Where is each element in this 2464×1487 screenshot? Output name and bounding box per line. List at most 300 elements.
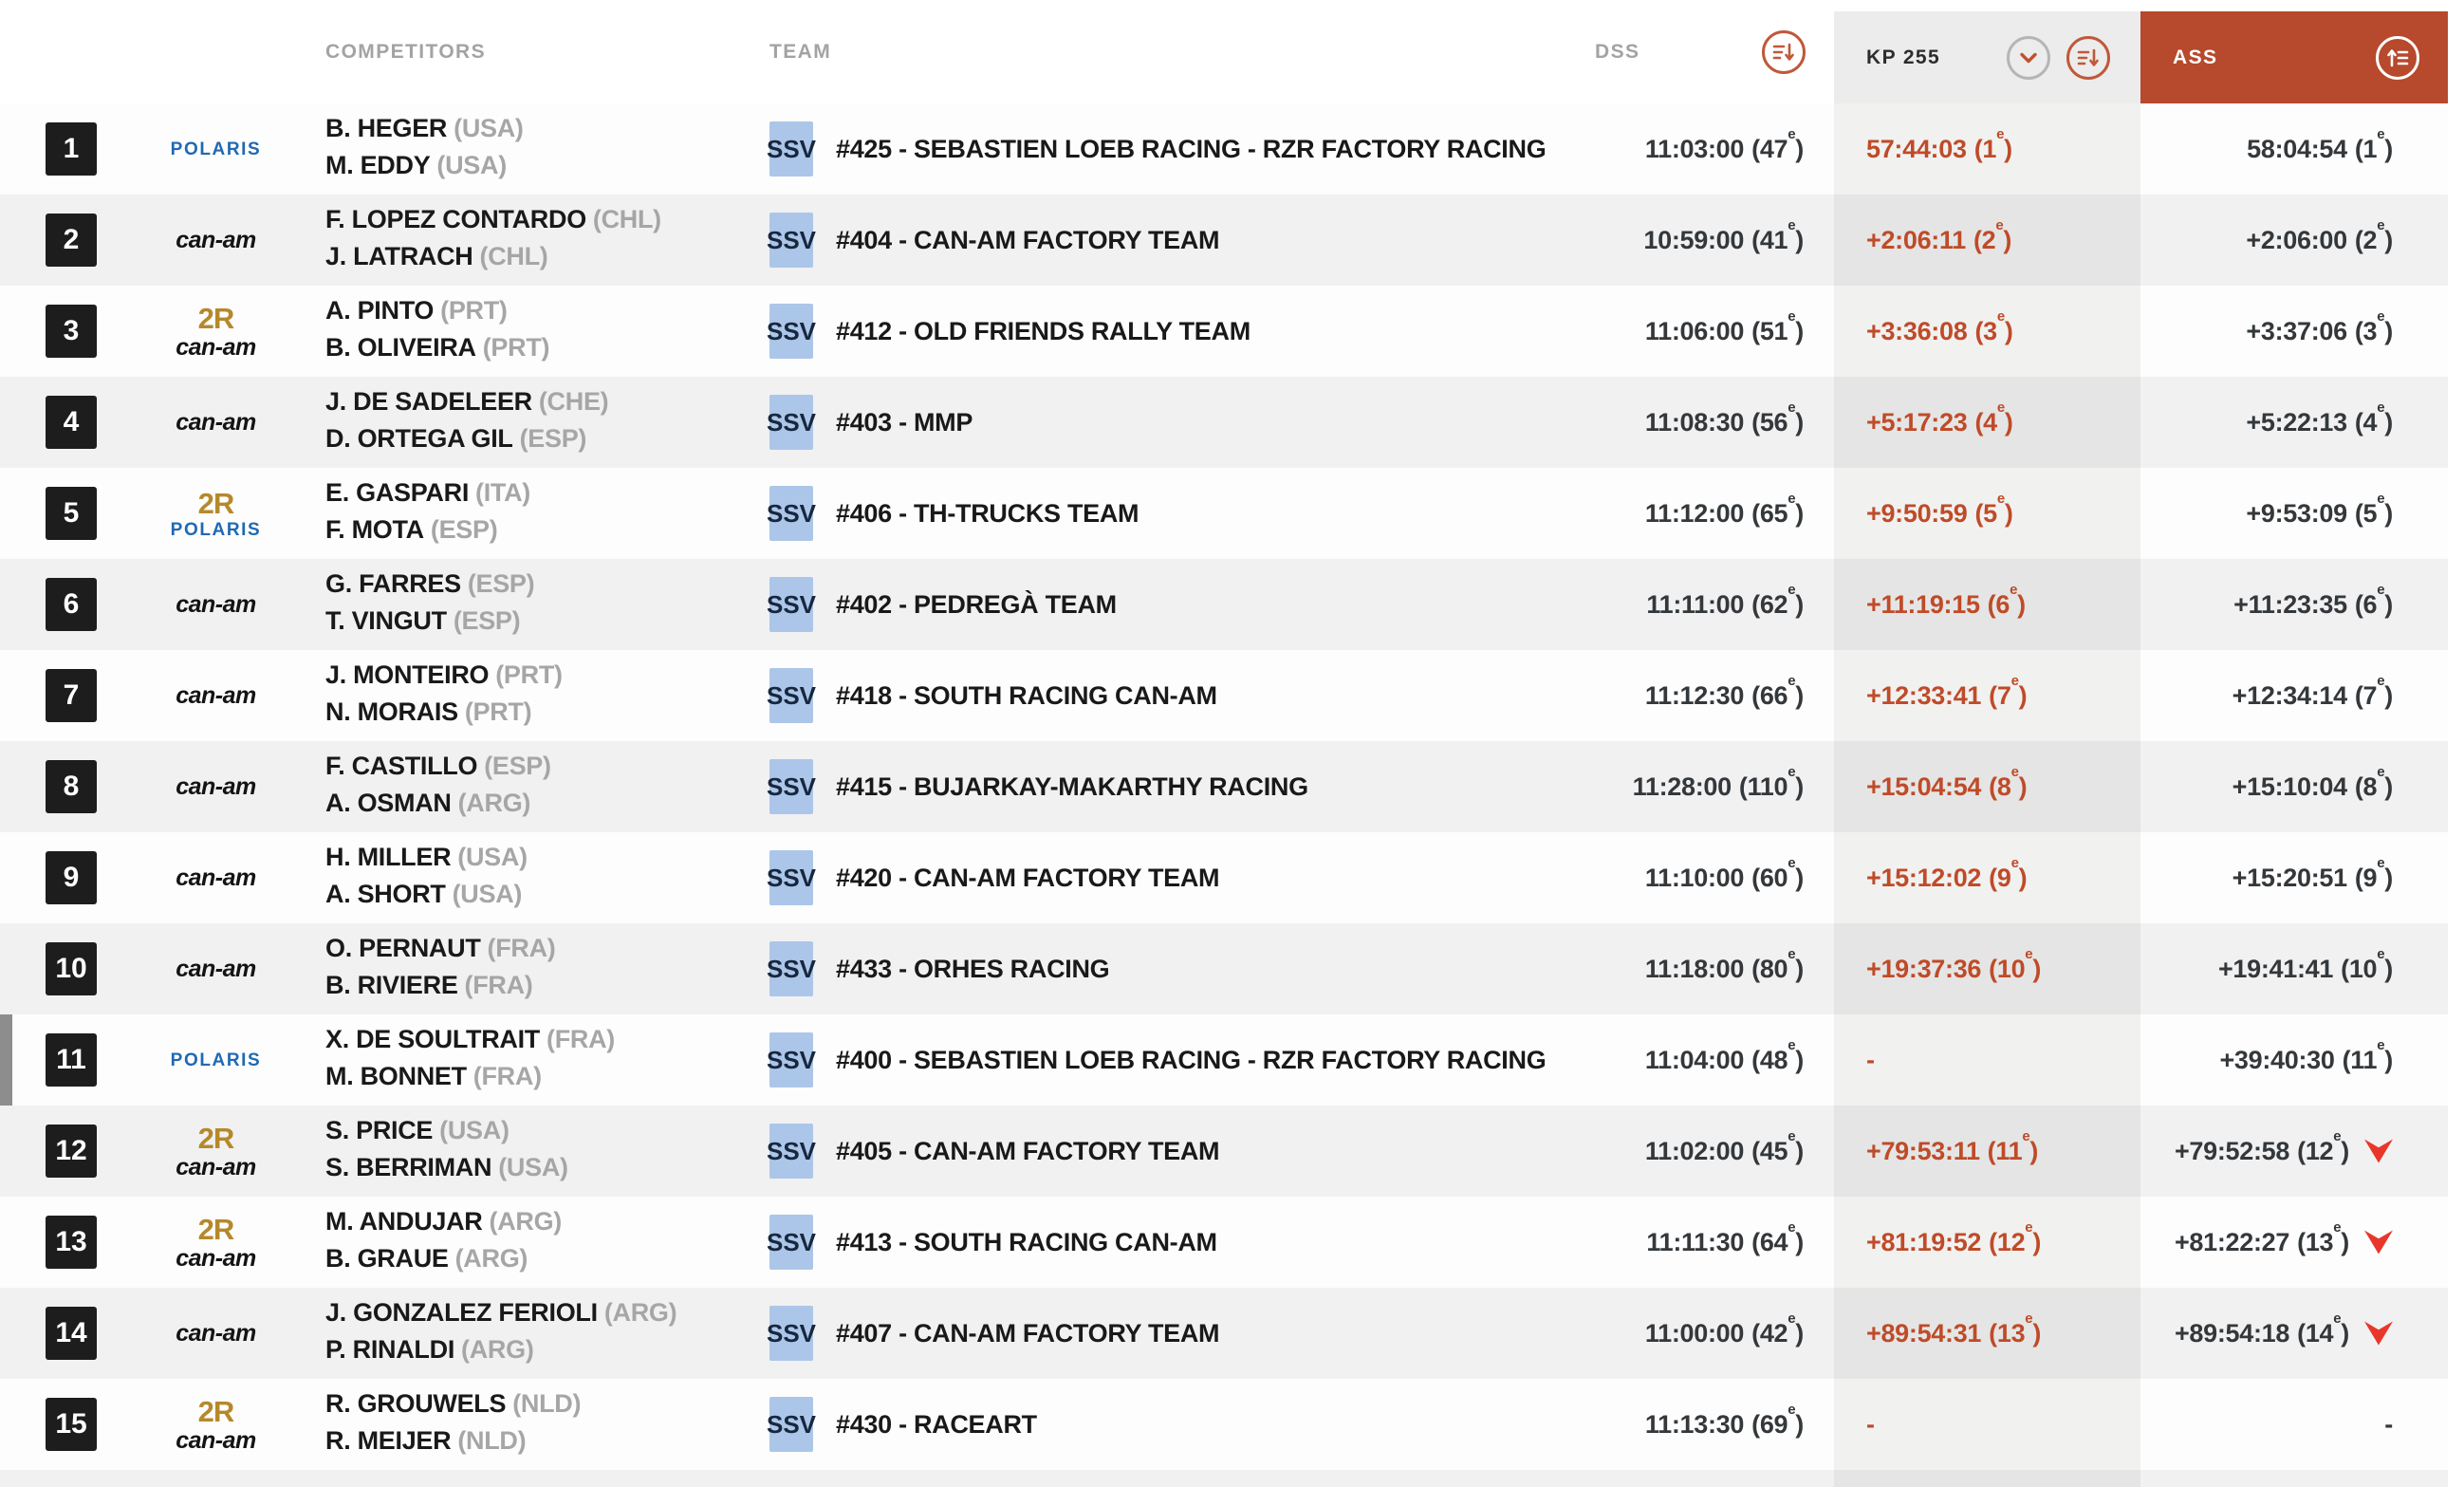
position-cell: [0, 1288, 161, 1379]
rank-value: (10e): [2341, 945, 2393, 983]
team-cell: [766, 468, 1575, 559]
current-row-marker: [0, 1014, 12, 1106]
position-cell: [0, 923, 161, 1014]
sort-ascending-icon[interactable]: [2376, 36, 2419, 80]
brand-logos: [161, 1379, 325, 1470]
time-value: 11:18:00: [1644, 954, 1745, 983]
team-cell: [766, 1197, 1575, 1288]
team-name: #407 - CAN-AM FACTORY TEAM: [836, 1318, 1220, 1348]
column-header-team: [769, 0, 1575, 103]
team-cell: [766, 103, 1575, 195]
team-cell: [766, 195, 1575, 286]
dss-cell: [1575, 286, 1834, 377]
ass-cell: [2140, 559, 2448, 650]
driver-name: J. GONZALEZ FERIOLI: [325, 1298, 598, 1327]
crew-member: [325, 1151, 568, 1188]
codriver-name: A. OSMAN: [325, 789, 452, 817]
rank-value: (14e): [2297, 1310, 2349, 1348]
time-value: +2:06:00: [2246, 225, 2347, 254]
position-badge: 9: [46, 851, 97, 904]
time-value: 11:28:00: [1632, 771, 1732, 801]
driver-name: B. HEGER: [325, 114, 448, 142]
kp255-cell: [1834, 1197, 2140, 1288]
codriver-name: M. BONNET: [325, 1062, 467, 1090]
rank-value: (2e): [1973, 216, 2012, 254]
dss-cell: [1575, 1014, 1834, 1106]
brand-logos: [161, 1106, 325, 1197]
driver-country: (ARG): [603, 1298, 677, 1327]
time-value: -: [1866, 1409, 1875, 1439]
team-name: #433 - ORHES RACING: [836, 954, 1110, 983]
driver-name: S. PRICE: [325, 1116, 434, 1144]
rank-value: (64e): [1751, 1218, 1804, 1256]
codriver-country: (ARG): [461, 1335, 534, 1364]
driver-country: (USA): [457, 843, 528, 871]
rank-value: (60e): [1751, 854, 1804, 892]
team-name: #413 - SOUTH RACING CAN-AM: [836, 1227, 1217, 1256]
position-badge: 15: [46, 1398, 97, 1451]
brand-logos: [161, 1014, 325, 1106]
time-value: +15:10:04: [2232, 771, 2347, 801]
chevron-down-icon[interactable]: [2007, 36, 2050, 80]
time-value: 11:00:00: [1644, 1318, 1745, 1348]
rank-value: (41e): [1751, 216, 1804, 254]
kp255-cell: [1834, 1379, 2140, 1470]
category-badge: SSV: [769, 1306, 813, 1361]
category-badge: SSV: [769, 395, 813, 450]
position-drop-icon: [2364, 1230, 2393, 1255]
team-name: #425 - SEBASTIEN LOEB RACING - RZR FACTORY RACING: [836, 134, 1547, 163]
driver-country: (CHE): [538, 387, 609, 416]
rank-value: (56e): [1751, 399, 1804, 437]
kp255-cell: [1834, 1106, 2140, 1197]
position-drop-icon: [2364, 1139, 2393, 1163]
codriver-country: (USA): [436, 151, 507, 179]
position-badge: 2: [46, 214, 97, 267]
time-value: +81:22:27: [2174, 1227, 2290, 1256]
category-badge: SSV: [769, 577, 813, 632]
canam-logo: can-am: [176, 590, 256, 618]
crew-member: [325, 112, 524, 149]
driver-name: J. MONTEIRO: [325, 660, 490, 689]
driver-country: (USA): [439, 1116, 509, 1144]
time-value: +19:41:41: [2217, 954, 2334, 983]
rank-value: (48e): [1751, 1036, 1804, 1074]
team-cell: [766, 286, 1575, 377]
driver-country: (PRT): [440, 296, 508, 325]
canam-logo: can-am: [176, 408, 256, 436]
codriver-country: (USA): [452, 880, 523, 908]
competitors-header-label: COMPETITORS: [325, 40, 487, 63]
team-name: #420 - CAN-AM FACTORY TEAM: [836, 863, 1220, 892]
crew-member: [325, 1114, 509, 1151]
dss-cell: [1575, 195, 1834, 286]
position-cell: [0, 1197, 161, 1288]
codriver-country: (ESP): [519, 424, 587, 453]
codriver-country: (PRT): [464, 697, 532, 726]
rank-value: (65e): [1751, 490, 1804, 528]
table-row: [0, 832, 2448, 923]
rank-value: (4e): [2354, 399, 2393, 437]
time-value: 11:03:00: [1644, 134, 1745, 163]
kp255-cell: [1834, 286, 2140, 377]
results-body: [0, 103, 2448, 1470]
rank-value: (6e): [1987, 581, 2026, 619]
position-cell: [0, 1379, 161, 1470]
codriver-name: M. EDDY: [325, 151, 431, 179]
rank-value: (12e): [2297, 1127, 2349, 1165]
time-value: +9:50:59: [1866, 498, 1968, 528]
brand-logos: [161, 377, 325, 468]
brand-logos: [161, 559, 325, 650]
position-badge: 12: [46, 1125, 97, 1178]
ass-cell: [2140, 650, 2448, 741]
ass-header-label: ASS: [2173, 46, 2218, 68]
crew-member: [325, 787, 530, 824]
competitors-cell: [325, 923, 769, 1014]
crew-member: [325, 385, 608, 422]
brand-logos: [161, 1197, 325, 1288]
table-row: [0, 195, 2448, 286]
codriver-name: F. MOTA: [325, 515, 424, 544]
rank-value: (12e): [1989, 1218, 2042, 1256]
position-cell: [0, 559, 161, 650]
competitors-cell: [325, 1014, 769, 1106]
kp255-cell: [1834, 1288, 2140, 1379]
team-cell: [766, 377, 1575, 468]
team-cell: [766, 923, 1575, 1014]
crew-member: [325, 476, 530, 513]
category-badge: SSV: [769, 1032, 813, 1087]
crew-member: [325, 240, 547, 277]
sort-descending-icon[interactable]: [1762, 30, 1806, 74]
canam-logo: can-am: [176, 333, 256, 361]
position-badge: 4: [46, 396, 97, 449]
brand-logos: [161, 195, 325, 286]
kp255-header-label: KP 255: [1866, 46, 1941, 68]
category-badge: SSV: [769, 1215, 813, 1270]
rank-value: (11e): [1987, 1127, 2039, 1165]
codriver-country: (FRA): [464, 971, 533, 999]
sort-descending-icon[interactable]: [2066, 36, 2110, 80]
canam-logo: can-am: [176, 1153, 256, 1180]
time-value: -: [2384, 1409, 2393, 1439]
rank-value: (69e): [1751, 1401, 1804, 1439]
rank-value: (2e): [2354, 216, 2393, 254]
rank-value: (5e): [2354, 490, 2393, 528]
category-badge: SSV: [769, 1397, 813, 1452]
driver-name: R. GROUWELS: [325, 1389, 507, 1418]
rank-value: (62e): [1751, 581, 1804, 619]
brand-logos: [161, 286, 325, 377]
crew-member: [325, 1387, 581, 1424]
crew-member: [325, 604, 520, 641]
category-badge: SSV: [769, 850, 813, 905]
team-cell: [766, 650, 1575, 741]
brand-logos: [161, 1288, 325, 1379]
driver-name: E. GASPARI: [325, 478, 470, 507]
codriver-name: T. VINGUT: [325, 606, 447, 635]
time-value: 57:44:03: [1866, 134, 1967, 163]
dss-cell: [1575, 559, 1834, 650]
rank-value: (9e): [1989, 854, 2028, 892]
team-name: #430 - RACEART: [836, 1409, 1037, 1439]
time-value: -: [1866, 1045, 1875, 1074]
time-value: +5:22:13: [2246, 407, 2347, 437]
position-cell: [0, 195, 161, 286]
competitors-cell: [325, 1288, 769, 1379]
driver-country: (NLD): [512, 1389, 582, 1418]
team-name: #406 - TH-TRUCKS TEAM: [836, 498, 1139, 528]
competitors-cell: [325, 377, 769, 468]
team-name: #404 - CAN-AM FACTORY TEAM: [836, 225, 1220, 254]
dss-cell: [1575, 468, 1834, 559]
codriver-country: (CHL): [479, 242, 548, 270]
crew-member: [325, 1060, 542, 1097]
team-name: #418 - SOUTH RACING CAN-AM: [836, 680, 1217, 710]
crew-member: [325, 878, 522, 915]
time-value: 11:13:30: [1644, 1409, 1745, 1439]
ass-cell: [2140, 923, 2448, 1014]
driver-name: F. LOPEZ CONTARDO: [325, 205, 586, 233]
time-value: +3:37:06: [2246, 316, 2347, 345]
crew-member: [325, 1242, 528, 1279]
position-cell: [0, 650, 161, 741]
driver-country: (ARG): [489, 1207, 562, 1236]
time-value: 11:06:00: [1644, 316, 1745, 345]
category-badge: SSV: [769, 941, 813, 996]
crew-member: [325, 331, 549, 368]
table-row: [0, 1197, 2448, 1288]
table-row: [0, 1288, 2448, 1379]
team-cell: [766, 741, 1575, 832]
rank-value: (10e): [1989, 945, 2042, 983]
driver-name: A. PINTO: [325, 296, 435, 325]
rank-value: (66e): [1751, 672, 1804, 710]
team-cell: [766, 1288, 1575, 1379]
time-value: +3:36:08: [1866, 316, 1968, 345]
2r-logo: 2R: [197, 486, 234, 520]
team-name: #412 - OLD FRIENDS RALLY TEAM: [836, 316, 1251, 345]
rank-value: (51e): [1751, 307, 1804, 345]
dss-cell: [1575, 1288, 1834, 1379]
column-header-kp255: [1834, 11, 2140, 103]
codriver-name: R. MEIJER: [325, 1426, 452, 1455]
ass-cell: [2140, 1106, 2448, 1197]
time-value: +15:20:51: [2232, 863, 2347, 892]
team-name: #400 - SEBASTIEN LOEB RACING - RZR FACTORY RACING: [836, 1045, 1547, 1074]
ass-cell: [2140, 286, 2448, 377]
competitors-cell: [325, 832, 769, 923]
kp255-cell: [1834, 559, 2140, 650]
position-cell: [0, 741, 161, 832]
codriver-name: A. SHORT: [325, 880, 446, 908]
table-row: [0, 1379, 2448, 1470]
codriver-name: J. LATRACH: [325, 242, 473, 270]
driver-name: M. ANDUJAR: [325, 1207, 483, 1236]
rank-value: (110e): [1738, 763, 1804, 801]
position-cell: [0, 286, 161, 377]
brand-logos: [161, 741, 325, 832]
column-header-dss: [1575, 0, 1834, 103]
team-cell: [766, 559, 1575, 650]
codriver-name: B. GRAUE: [325, 1244, 449, 1273]
ass-cell: [2140, 1288, 2448, 1379]
canam-logo: can-am: [176, 1319, 256, 1347]
next-row-sliver: [0, 1470, 2448, 1487]
position-badge: 5: [46, 487, 97, 540]
team-cell: [766, 1014, 1575, 1106]
rank-value: (4e): [1974, 399, 2013, 437]
time-value: 11:11:00: [1646, 589, 1745, 619]
competitors-cell: [325, 741, 769, 832]
category-badge: SSV: [769, 121, 813, 177]
position-badge: 13: [46, 1216, 97, 1269]
rank-value: (1e): [2354, 125, 2393, 163]
codriver-name: B. OLIVEIRA: [325, 333, 476, 362]
codriver-country: (ESP): [453, 606, 521, 635]
time-value: 10:59:00: [1643, 225, 1745, 254]
time-value: +15:04:54: [1866, 771, 1982, 801]
competitors-cell: [325, 103, 769, 195]
driver-country: (FRA): [547, 1025, 615, 1053]
rank-value: (5e): [1974, 490, 2013, 528]
team-name: #402 - PEDREGÀ TEAM: [836, 589, 1117, 619]
table-row: [0, 923, 2448, 1014]
driver-name: G. FARRES: [325, 569, 461, 598]
team-name: #403 - MMP: [836, 407, 973, 437]
time-value: +39:40:30: [2219, 1045, 2335, 1074]
position-cell: [0, 1014, 161, 1106]
table-header: [0, 0, 2448, 103]
2r-logo: 2R: [197, 1212, 234, 1246]
driver-country: (ITA): [475, 478, 531, 507]
table-row: [0, 377, 2448, 468]
time-value: 11:12:30: [1644, 680, 1745, 710]
time-value: 11:08:30: [1644, 407, 1745, 437]
table-row: [0, 1014, 2448, 1106]
table-row: [0, 103, 2448, 195]
driver-country: (CHL): [592, 205, 661, 233]
position-badge: 10: [46, 942, 97, 995]
kp255-cell: [1834, 650, 2140, 741]
canam-logo: can-am: [176, 955, 256, 982]
brand-logos: [161, 103, 325, 195]
category-badge: SSV: [769, 668, 813, 723]
rank-value: (45e): [1751, 1127, 1804, 1165]
dss-cell: [1575, 832, 1834, 923]
canam-logo: can-am: [176, 864, 256, 891]
team-header-label: TEAM: [769, 40, 832, 63]
brand-logos: [161, 832, 325, 923]
canam-logo: can-am: [176, 226, 256, 253]
position-drop-icon: [2364, 1321, 2393, 1346]
crew-member: [325, 422, 586, 459]
category-badge: SSV: [769, 1124, 813, 1179]
team-cell: [766, 832, 1575, 923]
driver-name: J. DE SADELEER: [325, 387, 532, 416]
polaris-logo: POLARIS: [170, 139, 262, 159]
time-value: +79:53:11: [1866, 1136, 1980, 1165]
time-value: 58:04:54: [2247, 134, 2347, 163]
crew-member: [325, 841, 528, 878]
kp255-cell: [1834, 741, 2140, 832]
table-row: [0, 650, 2448, 741]
team-cell: [766, 1379, 1575, 1470]
competitors-cell: [325, 1106, 769, 1197]
table-row: [0, 741, 2448, 832]
dss-cell: [1575, 1106, 1834, 1197]
rank-value: (6e): [2354, 581, 2393, 619]
brand-logos: [161, 923, 325, 1014]
2r-logo: 2R: [197, 1394, 234, 1428]
time-value: +12:33:41: [1866, 680, 1982, 710]
ass-cell: [2140, 741, 2448, 832]
crew-member: [325, 203, 661, 240]
competitors-cell: [325, 286, 769, 377]
column-header-ass: [2140, 11, 2448, 103]
category-badge: SSV: [769, 759, 813, 814]
rank-value: (8e): [1989, 763, 2028, 801]
position-cell: [0, 832, 161, 923]
time-value: +15:12:02: [1866, 863, 1982, 892]
crew-member: [325, 750, 551, 787]
time-value: +12:34:14: [2232, 680, 2347, 710]
crew-member: [325, 659, 563, 696]
canam-logo: can-am: [176, 772, 256, 800]
column-header-competitors: [325, 0, 769, 103]
table-row: [0, 559, 2448, 650]
time-value: +79:52:58: [2174, 1136, 2290, 1165]
codriver-name: B. RIVIERE: [325, 971, 458, 999]
ass-cell: [2140, 468, 2448, 559]
time-value: 11:04:00: [1644, 1045, 1745, 1074]
competitors-cell: [325, 1379, 769, 1470]
canam-logo: can-am: [176, 1244, 256, 1272]
crew-member: [325, 969, 533, 1006]
time-value: +89:54:31: [1866, 1318, 1982, 1348]
polaris-logo: POLARIS: [170, 519, 262, 540]
table-row: [0, 468, 2448, 559]
rank-value: (1e): [1973, 125, 2012, 163]
rank-value: (80e): [1751, 945, 1804, 983]
position-cell: [0, 103, 161, 195]
ass-cell: [2140, 195, 2448, 286]
position-badge: 6: [46, 578, 97, 631]
dss-cell: [1575, 1379, 1834, 1470]
time-value: +89:54:18: [2174, 1318, 2290, 1348]
competitors-cell: [325, 195, 769, 286]
table-row: [0, 1106, 2448, 1197]
position-cell: [0, 377, 161, 468]
competitors-cell: [325, 650, 769, 741]
time-value: +19:37:36: [1866, 954, 1982, 983]
ass-cell: [2140, 1379, 2448, 1470]
kp255-header-controls: [2007, 36, 2110, 80]
ass-cell: [2140, 1197, 2448, 1288]
driver-country: (ESP): [484, 752, 551, 780]
rank-value: (11e): [2342, 1036, 2393, 1074]
crew-member: [325, 294, 508, 331]
time-value: +2:06:11: [1866, 225, 1966, 254]
driver-name: X. DE SOULTRAIT: [325, 1025, 541, 1053]
time-value: +9:53:09: [2246, 498, 2347, 528]
codriver-country: (NLD): [457, 1426, 527, 1455]
dss-cell: [1575, 741, 1834, 832]
kp255-cell: [1834, 195, 2140, 286]
codriver-country: (PRT): [482, 333, 550, 362]
canam-logo: can-am: [176, 1426, 256, 1454]
